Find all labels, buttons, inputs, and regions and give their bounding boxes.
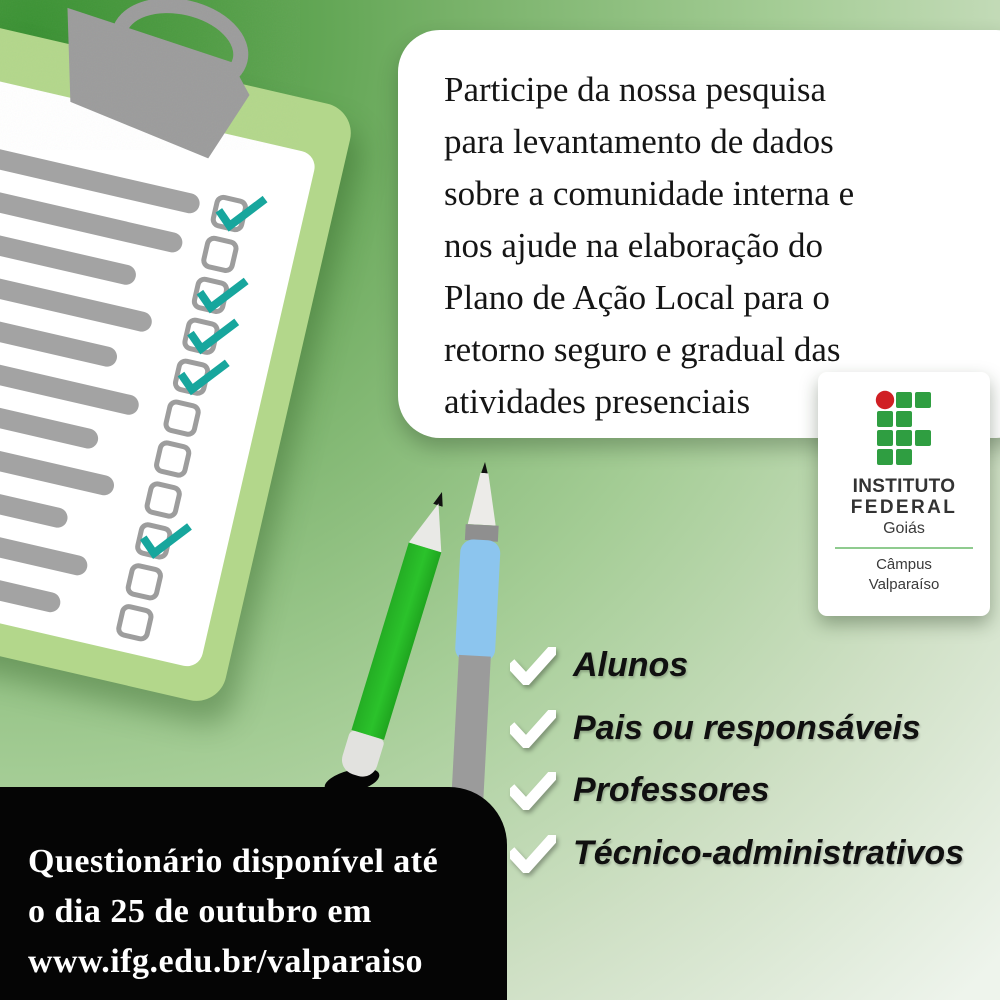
- ifg-logo-icon: [877, 392, 931, 465]
- white-check-icon: [510, 647, 556, 685]
- audience-label: Técnico-administrativos: [573, 834, 965, 872]
- footer-url: www.ifg.edu.br/valparaiso: [28, 943, 424, 980]
- checkbox-checked: [171, 357, 212, 398]
- logo-divider: [835, 547, 973, 549]
- audience-label: Professores: [573, 771, 770, 809]
- campus-name-line2: Valparaíso: [868, 576, 940, 593]
- checkbox-unchecked: [114, 602, 155, 643]
- checkbox-checked: [133, 521, 174, 562]
- footer-line: o dia 25 de outubro em: [28, 893, 372, 930]
- campus-name-line1: Câmpus: [876, 556, 932, 573]
- message-line: nos ajude na elaboração do: [444, 226, 824, 265]
- message-line: retorno seguro e gradual das: [444, 330, 841, 369]
- footer-line: Questionário disponível até: [28, 843, 439, 880]
- checkbox-unchecked: [152, 439, 193, 480]
- message-line: para levantamento de dados: [444, 122, 834, 161]
- white-check-icon: [510, 772, 556, 810]
- message-line: Plano de Ação Local para o: [444, 278, 830, 317]
- footer-box: [0, 787, 507, 1000]
- audience-item: [510, 771, 770, 810]
- institution-state: Goiás: [883, 520, 925, 537]
- white-check-icon: [510, 835, 556, 873]
- institution-name-line1: INSTITUTO: [852, 476, 956, 497]
- audience-item: [510, 834, 964, 873]
- audience-item: [510, 646, 688, 685]
- message-line: atividades presenciais: [444, 382, 751, 421]
- audience-label: Alunos: [573, 646, 689, 684]
- message-line: Participe da nossa pesquisa: [444, 70, 826, 109]
- pencil-lead: [433, 491, 447, 507]
- pen-cone: [468, 472, 499, 525]
- audience-item: [510, 709, 921, 748]
- audience-label: Pais ou responsáveis: [573, 709, 921, 747]
- checkbox-unchecked: [124, 561, 165, 602]
- pencil-wood-tip: [409, 499, 455, 553]
- white-check-icon: [510, 710, 556, 748]
- institution-name-line2: FEDERAL: [850, 497, 958, 518]
- ifg-logo-card: [818, 372, 990, 616]
- pencil-eraser: [338, 730, 385, 781]
- pen-point: [481, 462, 489, 474]
- checkbox-unchecked: [162, 398, 203, 439]
- logo-red-dot: [876, 391, 894, 409]
- message-line: sobre a comunidade interna e: [444, 174, 855, 213]
- pen-grip: [455, 539, 501, 663]
- teal-check-icon: [134, 514, 190, 566]
